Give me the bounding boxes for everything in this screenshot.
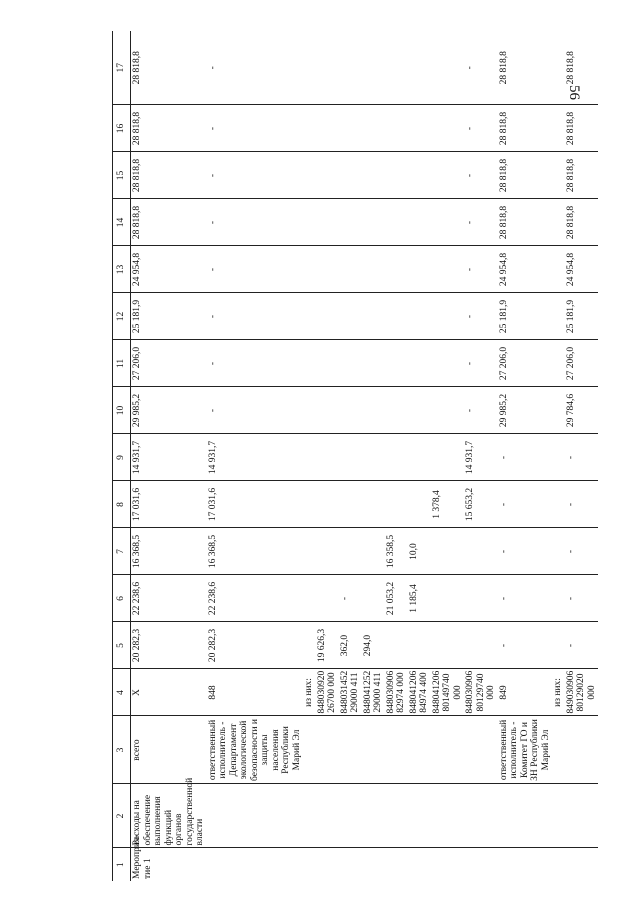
- executor-cell: [362, 716, 385, 784]
- value-cell: -: [464, 199, 498, 246]
- event-cell: [316, 848, 339, 881]
- code-cell: из них:: [552, 669, 565, 716]
- executor-cell: ответственный исполнитель - Комитет ГО и ЗН Республики Марий Эл: [498, 716, 553, 784]
- event-name-cell: [408, 784, 431, 848]
- column-number-cell: 17: [113, 31, 131, 105]
- column-number-cell: 10: [113, 387, 131, 434]
- column-number-cell: 2: [113, 784, 131, 848]
- value-cell: [552, 340, 565, 387]
- column-number-cell: 7: [113, 528, 131, 575]
- value-cell: [464, 528, 498, 575]
- value-cell: [431, 528, 465, 575]
- value-cell: -: [464, 152, 498, 199]
- code-cell: 848031452 29000 411: [339, 669, 362, 716]
- value-cell: [316, 481, 339, 528]
- value-cell: 29 784,6: [565, 387, 599, 434]
- value-cell: [339, 152, 362, 199]
- value-cell: [408, 293, 431, 340]
- value-cell: [431, 293, 465, 340]
- event-name-cell: [316, 784, 339, 848]
- value-cell: 28 818,8: [498, 199, 553, 246]
- value-cell: 1 185,4: [408, 575, 431, 622]
- value-cell: [552, 387, 565, 434]
- value-cell: 28 818,8: [565, 105, 599, 152]
- value-cell: -: [565, 528, 599, 575]
- event-name-cell: [385, 784, 408, 848]
- value-cell: 28 818,8: [131, 105, 207, 152]
- event-name-cell: [552, 784, 565, 848]
- value-cell: [431, 387, 465, 434]
- value-cell: [362, 434, 385, 481]
- value-cell: [408, 31, 431, 105]
- value-cell: [408, 246, 431, 293]
- column-number-cell: 13: [113, 246, 131, 293]
- executor-cell: [431, 716, 465, 784]
- column-number-cell: 9: [113, 434, 131, 481]
- column-number-cell: 6: [113, 575, 131, 622]
- value-cell: [316, 340, 339, 387]
- value-cell: -: [498, 481, 553, 528]
- table-row: [131, 31, 207, 881]
- event-cell: [385, 848, 408, 881]
- value-cell: 14 931,7: [464, 434, 498, 481]
- executor-cell: [552, 716, 565, 784]
- value-cell: -: [207, 105, 304, 152]
- event-name-cell: [464, 784, 498, 848]
- value-cell: [303, 387, 316, 434]
- value-cell: [303, 575, 316, 622]
- column-number-cell: 16: [113, 105, 131, 152]
- executor-cell: [303, 716, 316, 784]
- value-cell: [316, 152, 339, 199]
- value-cell: [552, 199, 565, 246]
- event-cell: [303, 848, 316, 881]
- value-cell: -: [207, 387, 304, 434]
- value-cell: -: [464, 387, 498, 434]
- value-cell: [552, 622, 565, 669]
- executor-cell: [316, 716, 339, 784]
- column-number-cell: 4: [113, 669, 131, 716]
- value-cell: [303, 199, 316, 246]
- value-cell: [431, 246, 465, 293]
- table-row: [431, 31, 465, 881]
- value-cell: 29 985,2: [131, 387, 207, 434]
- value-cell: 24 954,8: [565, 246, 599, 293]
- value-cell: 24 954,8: [131, 246, 207, 293]
- value-cell: 28 818,8: [498, 31, 553, 105]
- value-cell: -: [207, 293, 304, 340]
- value-cell: [385, 481, 408, 528]
- executor-cell: [565, 716, 599, 784]
- value-cell: [362, 528, 385, 575]
- value-cell: -: [498, 575, 553, 622]
- value-cell: [303, 293, 316, 340]
- value-cell: [316, 105, 339, 152]
- value-cell: [408, 152, 431, 199]
- value-cell: [303, 528, 316, 575]
- value-cell: [385, 293, 408, 340]
- event-cell: [362, 848, 385, 881]
- value-cell: 20 282,3: [207, 622, 304, 669]
- value-cell: 16 358,5: [385, 528, 408, 575]
- event-name-cell: [362, 784, 385, 848]
- value-cell: [303, 31, 316, 105]
- value-cell: [303, 434, 316, 481]
- value-cell: 28 818,8: [131, 199, 207, 246]
- value-cell: [362, 387, 385, 434]
- value-cell: 19 626,3: [316, 622, 339, 669]
- value-cell: [431, 575, 465, 622]
- value-cell: [339, 434, 362, 481]
- value-cell: -: [565, 434, 599, 481]
- value-cell: [362, 152, 385, 199]
- value-cell: 22 238,6: [131, 575, 207, 622]
- value-cell: [316, 575, 339, 622]
- column-number-cell: 14: [113, 199, 131, 246]
- value-cell: -: [565, 481, 599, 528]
- value-cell: 28 818,8: [565, 31, 599, 105]
- event-name-cell: [431, 784, 465, 848]
- value-cell: -: [464, 105, 498, 152]
- code-cell: 848030906 82974 000: [385, 669, 408, 716]
- executor-cell: [339, 716, 362, 784]
- value-cell: [339, 105, 362, 152]
- value-cell: [385, 152, 408, 199]
- value-cell: [431, 152, 465, 199]
- value-cell: 28 818,8: [565, 199, 599, 246]
- value-cell: [431, 622, 465, 669]
- value-cell: [431, 105, 465, 152]
- value-cell: [339, 387, 362, 434]
- value-cell: -: [207, 340, 304, 387]
- value-cell: -: [565, 575, 599, 622]
- value-cell: [316, 293, 339, 340]
- budget-table: [112, 31, 598, 881]
- value-cell: [552, 105, 565, 152]
- value-cell: 28 818,8: [565, 152, 599, 199]
- value-cell: 28 818,8: [131, 152, 207, 199]
- value-cell: [362, 481, 385, 528]
- code-cell: 848030906 80129740 000: [464, 669, 498, 716]
- value-cell: -: [498, 622, 553, 669]
- value-cell: [362, 340, 385, 387]
- value-cell: -: [339, 575, 362, 622]
- executor-cell: всего: [131, 716, 207, 784]
- value-cell: [385, 199, 408, 246]
- value-cell: -: [207, 199, 304, 246]
- column-number-cell: 11: [113, 340, 131, 387]
- value-cell: [431, 31, 465, 105]
- event-cell: [339, 848, 362, 881]
- value-cell: [552, 31, 565, 105]
- value-cell: -: [207, 152, 304, 199]
- value-cell: -: [207, 31, 304, 105]
- value-cell: -: [498, 528, 553, 575]
- value-cell: [552, 528, 565, 575]
- value-cell: [552, 481, 565, 528]
- event-cell: [408, 848, 431, 881]
- value-cell: [385, 387, 408, 434]
- value-cell: -: [464, 31, 498, 105]
- code-cell: 848: [207, 669, 304, 716]
- event-cell: [207, 848, 304, 881]
- value-cell: [431, 340, 465, 387]
- value-cell: [303, 105, 316, 152]
- value-cell: 17 031,6: [131, 481, 207, 528]
- code-cell: 849030906 80129020 000: [565, 669, 599, 716]
- code-cell: 849: [498, 669, 553, 716]
- value-cell: [362, 246, 385, 293]
- value-cell: [408, 387, 431, 434]
- value-cell: [408, 199, 431, 246]
- value-cell: [339, 293, 362, 340]
- event-name-cell: [565, 784, 599, 848]
- table-row: [339, 31, 362, 881]
- value-cell: [431, 199, 465, 246]
- value-cell: [339, 31, 362, 105]
- value-cell: 20 282,3: [131, 622, 207, 669]
- value-cell: [339, 340, 362, 387]
- value-cell: [362, 105, 385, 152]
- column-number-cell: 12: [113, 293, 131, 340]
- value-cell: 27 206,0: [131, 340, 207, 387]
- value-cell: [552, 246, 565, 293]
- executor-cell: ответственный исполнитель - Департамент экологической безопасности и защиты населения Республики Марий Эл: [207, 716, 304, 784]
- value-cell: 25 181,9: [498, 293, 553, 340]
- value-cell: [362, 575, 385, 622]
- value-cell: [385, 622, 408, 669]
- value-cell: [303, 340, 316, 387]
- value-cell: -: [464, 340, 498, 387]
- value-cell: [464, 575, 498, 622]
- value-cell: 25 181,9: [131, 293, 207, 340]
- table-row: [464, 31, 498, 881]
- event-cell: [552, 848, 565, 881]
- value-cell: [316, 434, 339, 481]
- column-number-cell: 15: [113, 152, 131, 199]
- code-cell: 848041206 84974 400: [408, 669, 431, 716]
- value-cell: 294,0: [362, 622, 385, 669]
- column-number-row: [113, 31, 131, 881]
- value-cell: 22 238,6: [207, 575, 304, 622]
- executor-cell: [385, 716, 408, 784]
- column-number-cell: 1: [113, 848, 131, 881]
- value-cell: 27 206,0: [565, 340, 599, 387]
- event-name-cell: [339, 784, 362, 848]
- value-cell: 21 053,2: [385, 575, 408, 622]
- value-cell: 362,0: [339, 622, 362, 669]
- event-cell: [464, 848, 498, 881]
- event-cell: Мероприя-тие 1: [132, 834, 153, 879]
- value-cell: [385, 246, 408, 293]
- table-row: [408, 31, 431, 881]
- value-cell: [552, 293, 565, 340]
- table-row: [316, 31, 339, 881]
- value-cell: [303, 481, 316, 528]
- table-row: [385, 31, 408, 881]
- value-cell: [339, 246, 362, 293]
- column-number-cell: 3: [113, 716, 131, 784]
- value-cell: [385, 340, 408, 387]
- value-cell: 14 931,7: [131, 434, 207, 481]
- table-row: [552, 31, 565, 881]
- value-cell: 15 653,2: [464, 481, 498, 528]
- value-cell: -: [207, 246, 304, 293]
- event-name-cell: [498, 784, 553, 848]
- value-cell: [362, 199, 385, 246]
- value-cell: -: [464, 246, 498, 293]
- value-cell: 1 378,4: [431, 481, 465, 528]
- value-cell: 16 368,5: [131, 528, 207, 575]
- value-cell: [362, 293, 385, 340]
- value-cell: [339, 528, 362, 575]
- event-name-cell: Расходы на обеспечение выполнения функций органов государственной власти: [131, 784, 207, 848]
- value-cell: [303, 246, 316, 293]
- value-cell: [408, 340, 431, 387]
- event-name-cell: [303, 784, 316, 848]
- column-number-cell: 5: [113, 622, 131, 669]
- rotated-table-container: [112, 31, 637, 881]
- table-row: [362, 31, 385, 881]
- event-name-cell: [207, 784, 304, 848]
- value-cell: [431, 434, 465, 481]
- value-cell: [303, 622, 316, 669]
- value-cell: [339, 199, 362, 246]
- value-cell: 14 931,7: [207, 434, 304, 481]
- value-cell: [303, 152, 316, 199]
- value-cell: -: [498, 434, 553, 481]
- value-cell: [408, 105, 431, 152]
- value-cell: [339, 481, 362, 528]
- value-cell: 28 818,8: [498, 105, 553, 152]
- value-cell: [385, 434, 408, 481]
- code-cell: 848041252 29000 411: [362, 669, 385, 716]
- code-cell: Х: [131, 669, 207, 716]
- value-cell: 29 985,2: [498, 387, 553, 434]
- value-cell: [552, 575, 565, 622]
- table-row: [303, 31, 316, 881]
- table-row: [565, 31, 599, 881]
- value-cell: 28 818,8: [498, 152, 553, 199]
- executor-cell: [408, 716, 431, 784]
- value-cell: [385, 31, 408, 105]
- value-cell: [552, 152, 565, 199]
- event-cell: [498, 848, 553, 881]
- value-cell: 17 031,6: [207, 481, 304, 528]
- value-cell: [408, 481, 431, 528]
- value-cell: [316, 528, 339, 575]
- value-cell: 27 206,0: [498, 340, 553, 387]
- value-cell: 10,0: [408, 528, 431, 575]
- value-cell: [362, 31, 385, 105]
- event-cell: [431, 848, 465, 881]
- value-cell: 24 954,8: [498, 246, 553, 293]
- value-cell: 28 818,8: [131, 31, 207, 105]
- value-cell: [316, 199, 339, 246]
- column-number-cell: 8: [113, 481, 131, 528]
- value-cell: [552, 434, 565, 481]
- value-cell: -: [565, 622, 599, 669]
- value-cell: 16 368,5: [207, 528, 304, 575]
- value-cell: [464, 622, 498, 669]
- code-cell: из них:: [303, 669, 316, 716]
- value-cell: [316, 31, 339, 105]
- code-cell: 848041206 80149740 000: [431, 669, 465, 716]
- value-cell: [408, 434, 431, 481]
- value-cell: [316, 387, 339, 434]
- page-number: 56: [566, 85, 582, 100]
- event-cell: [565, 848, 599, 881]
- value-cell: -: [464, 293, 498, 340]
- value-cell: [408, 622, 431, 669]
- table-row: [498, 31, 553, 881]
- table-row: [207, 31, 304, 881]
- value-cell: 25 181,9: [565, 293, 599, 340]
- value-cell: [385, 105, 408, 152]
- executor-cell: [464, 716, 498, 784]
- code-cell: 848030920 26700 000: [316, 669, 339, 716]
- value-cell: [316, 246, 339, 293]
